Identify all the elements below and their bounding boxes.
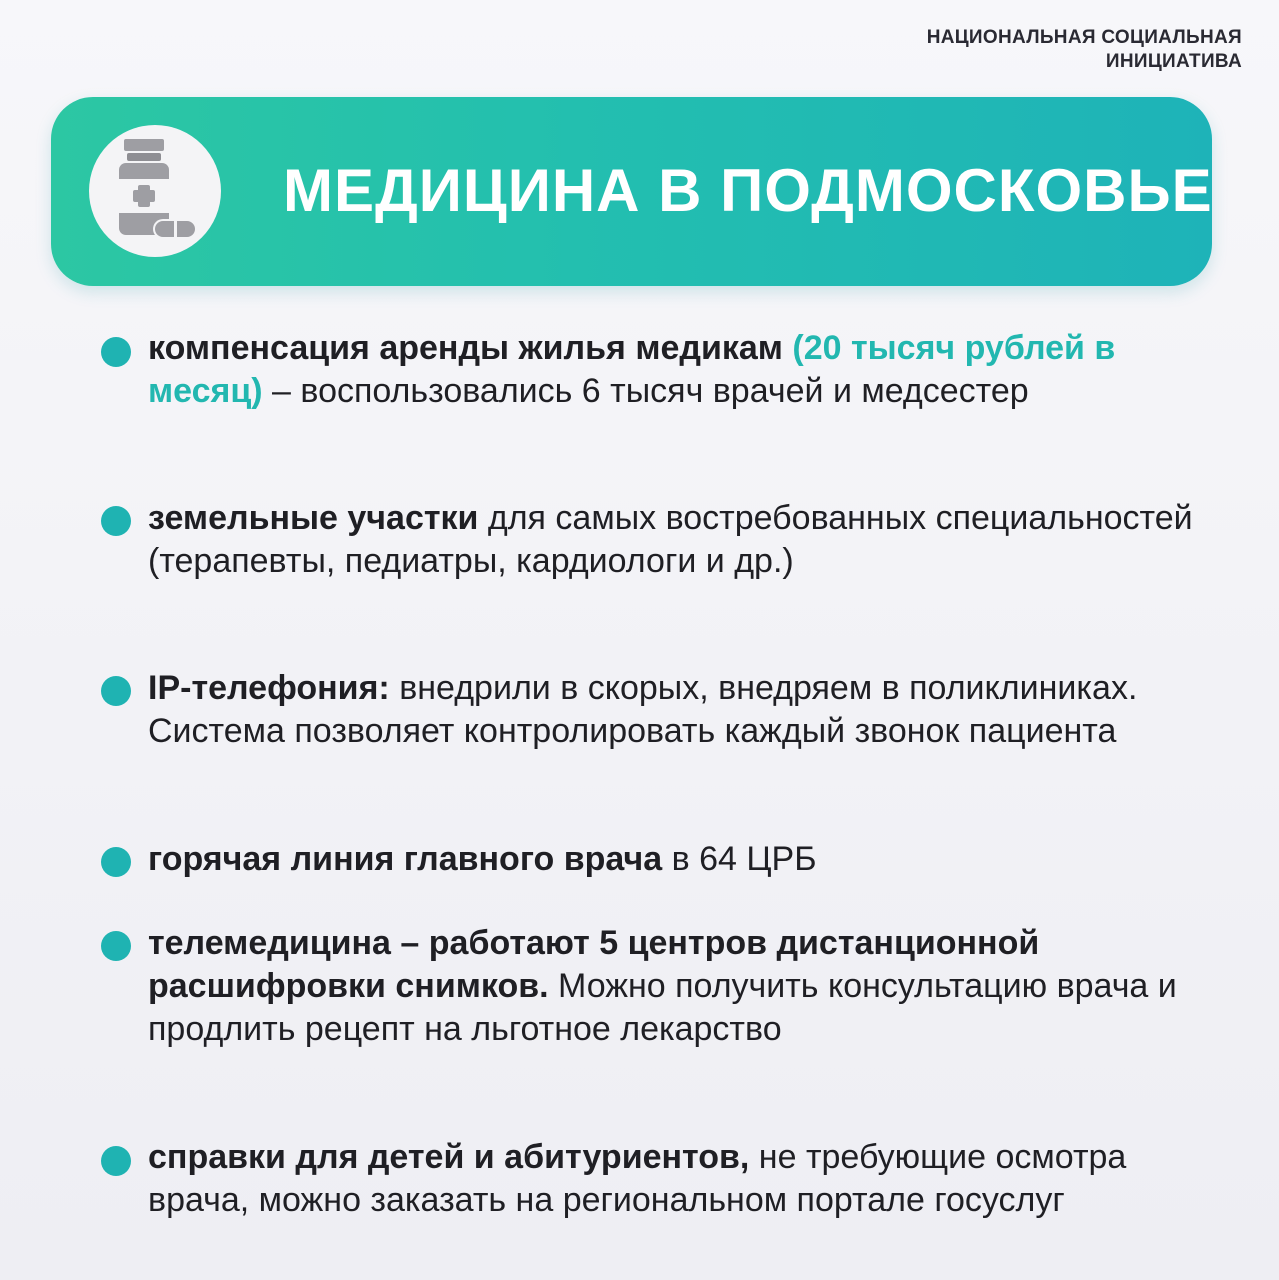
page-title: МЕДИЦИНА В ПОДМОСКОВЬЕ <box>283 157 1213 224</box>
bullet-icon <box>101 931 131 961</box>
bullet-icon <box>101 676 131 706</box>
item-bold-text: IP-телефония: <box>148 669 390 707</box>
item-bold-text: компенсация аренды жилья медикам <box>148 329 793 367</box>
item-bold-text: земельные участки <box>148 499 479 537</box>
bullet-icon <box>101 506 131 536</box>
item-bold-text: справки для детей и абитуриентов, <box>148 1138 750 1176</box>
title-banner <box>51 97 1212 286</box>
organization-name-line-2: ИНИЦИАТИВА <box>1105 51 1242 72</box>
bullet-icon <box>101 847 131 877</box>
list-item-telemedicine <box>148 922 1208 1051</box>
organization-name-line-1: НАЦИОНАЛЬНАЯ СОЦИАЛЬНАЯ <box>926 27 1242 48</box>
item-bold-text: телемедицина – работают 5 центров дистанционной расшифровки снимков. <box>148 924 1040 1005</box>
item-accent-text: (20 тысяч рублей в месяц) <box>148 329 1116 410</box>
item-text: – воспользовались 6 тысяч врачей и медсестер <box>262 372 1029 410</box>
item-text: в 64 ЦРБ <box>662 840 817 878</box>
list-item-housing <box>148 327 1208 413</box>
bullet-icon <box>101 337 131 367</box>
list-item-certificates <box>148 1136 1208 1222</box>
medicine-icon-badge <box>89 125 221 257</box>
list-item-hotline <box>148 838 1208 881</box>
medicine-bottle-pill-icon <box>89 125 221 257</box>
organization-name <box>927 26 1242 74</box>
item-text: Можно получить консультацию врача и продлить рецепт на льготное лекарство <box>148 967 1177 1048</box>
list-item-land-plots <box>148 497 1208 583</box>
item-text: не требующие осмотра врача, можно заказать на региональном портале госуслуг <box>148 1138 1127 1219</box>
list-item-ip-telephony <box>148 667 1208 753</box>
item-bold-text: горячая линия главного врача <box>148 840 663 878</box>
bullet-icon <box>101 1146 131 1176</box>
item-text: внедрили в скорых, внедряем в поликлиниках. Система позволяет контролировать каждый звонок пациента <box>148 669 1138 750</box>
item-text: для самых востребованных специальностей (терапевты, педиатры, кардиологи и др.) <box>148 499 1193 580</box>
